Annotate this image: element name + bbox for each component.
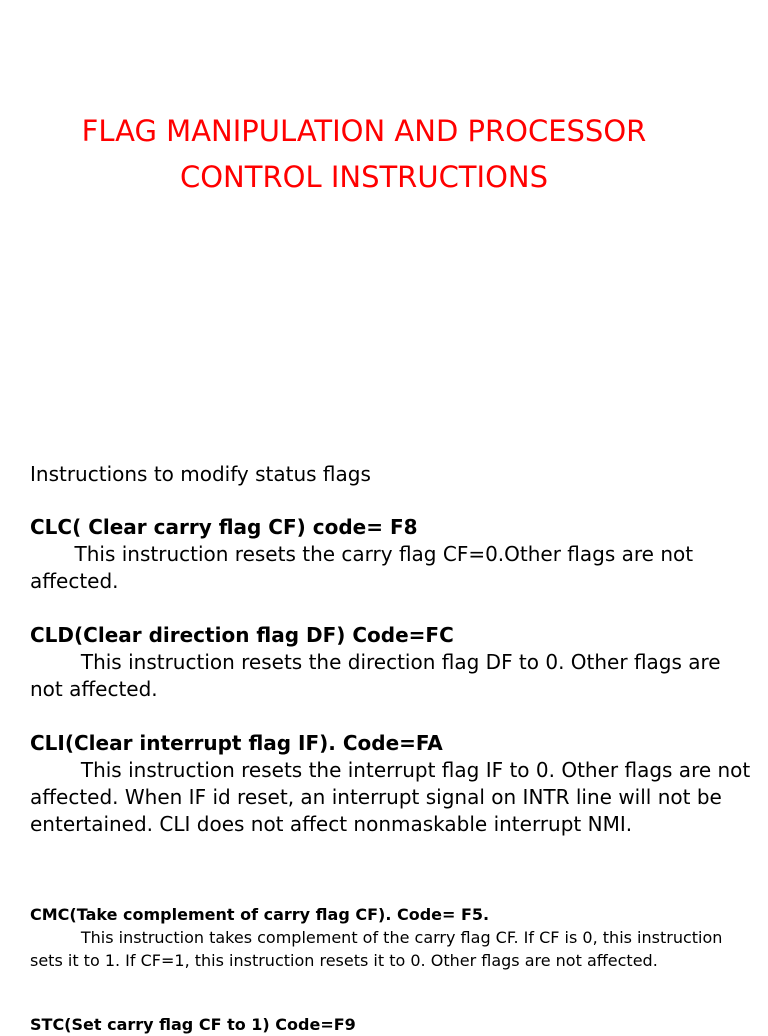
- section-heading: CLC( Clear carry flag CF) code= F8: [30, 515, 418, 539]
- section-heading: CLD(Clear direction flag DF) Code=FC: [30, 623, 454, 647]
- title-line-1: FLAG MANIPULATION AND PROCESSOR: [81, 114, 647, 148]
- section-body: This instruction takes complement of the carry flag CF. If CF is 0, this instruction sets it to 1. If CF=1, this instruction resets it to 0. Other flags are not affected.: [30, 928, 728, 970]
- title-line-2: CONTROL INSTRUCTIONS: [179, 160, 549, 194]
- intro-text: Instructions to modify status flags: [30, 462, 371, 486]
- section-body: This instruction resets the interrupt flag IF to 0. Other flags are not affected. When IF id reset, an interrupt signal on INTR line will not be entertained. CLI does not affect nonmaskable interrupt NMI.: [30, 758, 757, 836]
- section-body: This instruction resets the carry flag CF=0.Other flags are not affected.: [30, 542, 700, 593]
- section-heading: CLI(Clear interrupt flag IF). Code=FA: [30, 731, 443, 755]
- section-clc: [30, 514, 758, 595]
- section-heading: CMC(Take complement of carry flag CF). Code= F5.: [30, 905, 490, 924]
- section-stc-heading: STC(Set carry flag CF to 1) Code=F9: [30, 1015, 356, 1034]
- section-cld: [30, 622, 758, 703]
- page-title: [0, 108, 728, 200]
- section-body: This instruction resets the direction flag DF to 0. Other flags are not affected.: [30, 650, 727, 701]
- section-cli: [30, 730, 758, 838]
- section-cmc: [30, 904, 758, 972]
